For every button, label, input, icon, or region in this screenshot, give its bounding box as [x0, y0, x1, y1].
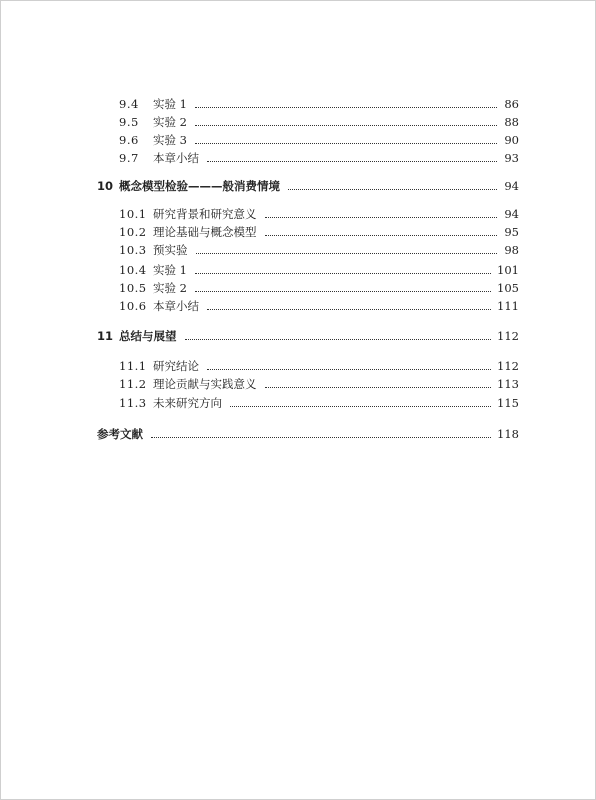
toc-entry-page: 86 [504, 97, 519, 111]
toc-entry[interactable] [119, 394, 519, 410]
dot-leader [265, 234, 498, 236]
toc-entry-title: 实验 1 [153, 263, 187, 277]
toc-entry-page: 111 [497, 299, 519, 313]
dot-leader [207, 308, 491, 310]
dot-leader [265, 216, 498, 218]
toc-entry-page: 94 [504, 207, 519, 221]
toc-entry[interactable] [119, 113, 519, 129]
dot-leader [151, 436, 491, 438]
toc-chapter-title: 总结与展望 [119, 329, 177, 343]
toc-entry-number: 10.6 [119, 299, 147, 313]
toc-entry-number: 10.2 [119, 225, 147, 239]
dot-leader [195, 124, 497, 126]
toc-chapter-page: 118 [497, 427, 519, 441]
toc-entry[interactable] [119, 223, 519, 239]
dot-leader [195, 142, 497, 144]
toc-entry-page: 115 [497, 396, 519, 410]
toc-entry[interactable] [119, 131, 519, 147]
toc-entry-title: 本章小结 [153, 299, 199, 313]
dot-leader [288, 188, 497, 190]
toc-chapter-entry[interactable] [97, 327, 519, 343]
toc-entry[interactable] [119, 297, 519, 313]
toc-entry-title: 研究结论 [153, 359, 199, 373]
toc-chapter-number: 11 [97, 329, 114, 343]
toc-entry-number: 10.4 [119, 263, 147, 277]
toc-chapter-title: 概念模型检验———般消费情境 [119, 179, 280, 193]
toc-entry-number: 11.1 [119, 359, 147, 373]
toc-entry-page: 88 [504, 115, 519, 129]
toc-entry-title: 本章小结 [153, 151, 199, 165]
toc-entry-number: 11.2 [119, 377, 147, 391]
toc-entry-title: 理论贡献与实践意义 [153, 377, 257, 391]
toc-chapter-number: 10 [97, 179, 114, 193]
toc-entry-title: 研究背景和研究意义 [153, 207, 257, 221]
toc-entry-page: 95 [504, 225, 519, 239]
toc-entry[interactable] [119, 279, 519, 295]
toc-entry-number: 9.4 [119, 97, 139, 111]
dot-leader [196, 252, 498, 254]
dot-leader [265, 386, 492, 388]
toc-entry-number: 10.3 [119, 243, 147, 257]
toc-chapter-entry[interactable] [97, 425, 519, 441]
toc-entry-page: 93 [504, 151, 519, 165]
toc-entry-number: 9.5 [119, 115, 139, 129]
toc-entry-page: 105 [497, 281, 519, 295]
toc-entry-title: 未来研究方向 [153, 396, 222, 410]
toc-entry-page: 90 [504, 133, 519, 147]
toc-entry[interactable] [119, 357, 519, 373]
toc-entry-page: 112 [497, 359, 519, 373]
toc-entry-title: 实验 2 [153, 115, 187, 129]
toc-entry-page: 98 [504, 243, 519, 257]
toc-entry[interactable] [119, 205, 519, 221]
toc-chapter-page: 94 [504, 179, 519, 193]
toc-entry[interactable] [119, 261, 519, 277]
toc-entry-number: 10.5 [119, 281, 147, 295]
toc-entry-number: 9.7 [119, 151, 139, 165]
toc-chapter-entry[interactable] [97, 177, 519, 193]
dot-leader [185, 338, 492, 340]
dot-leader [207, 368, 491, 370]
toc-entry-title: 理论基础与概念模型 [153, 225, 257, 239]
toc-entry-number: 11.3 [119, 396, 147, 410]
toc-entry-number: 9.6 [119, 133, 139, 147]
toc-entry[interactable] [119, 149, 519, 165]
toc-entry-page: 101 [497, 263, 519, 277]
dot-leader [195, 290, 491, 292]
toc-entry[interactable] [119, 241, 519, 257]
toc-entry-page: 113 [497, 377, 519, 391]
toc-entry[interactable] [119, 95, 519, 111]
toc-entry-number: 10.1 [119, 207, 147, 221]
toc-entry-title: 实验 3 [153, 133, 187, 147]
dot-leader [195, 272, 491, 274]
dot-leader [207, 160, 497, 162]
toc-entry[interactable] [119, 375, 519, 391]
toc-entry-title: 实验 1 [153, 97, 187, 111]
dot-leader [195, 106, 497, 108]
toc-entry-title: 实验 2 [153, 281, 187, 295]
toc-chapter-title: 参考文献 [97, 427, 143, 441]
toc-entry-title: 预实验 [153, 243, 188, 257]
dot-leader [230, 405, 491, 407]
toc-chapter-page: 112 [497, 329, 519, 343]
